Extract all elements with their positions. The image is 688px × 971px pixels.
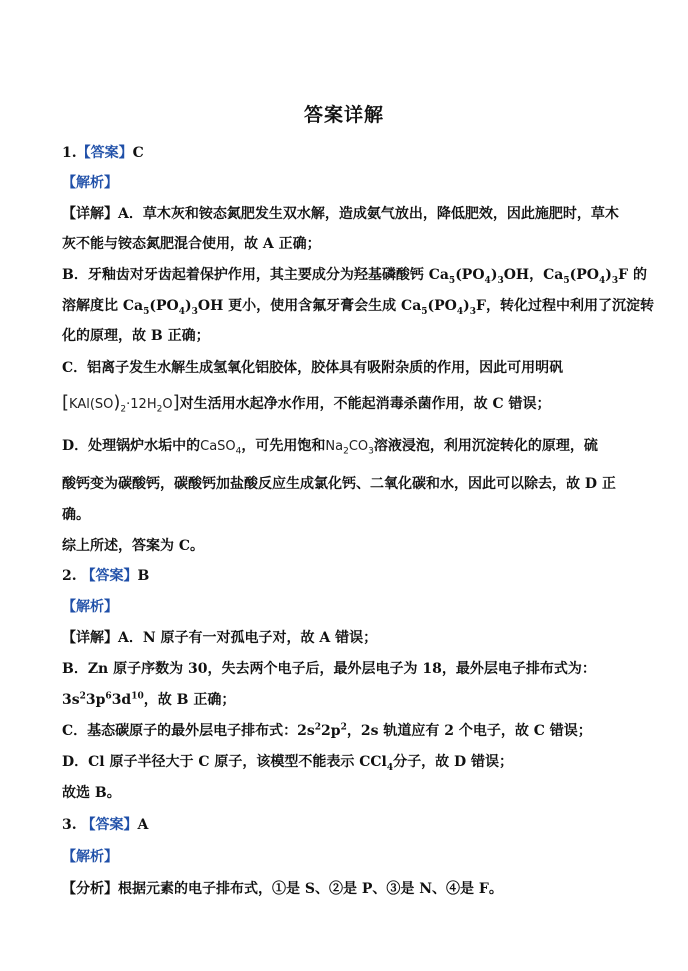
q1-b-line3: 化的原理，故 B 正确； bbox=[62, 328, 210, 344]
q2-a-line: 【详解】A．N 原子有一对孤电子对，故 A 错误； bbox=[62, 630, 378, 646]
q2-analysis-tag: 【解析】 bbox=[62, 599, 118, 615]
q2-c-line: C．基态碳原子的最外层电子排布式：$2s^22p^2$，2s 轨道应有 2 个电子，故 C 错误； bbox=[62, 722, 592, 739]
q2-answer-line bbox=[62, 566, 149, 586]
q1-detail-tag: 【详解】 bbox=[62, 206, 118, 222]
q1-d-line2: 酸钙变为碳酸钙，碳酸钙加盐酸反应生成氯化钙、二氧化碳和水，因此可以除去，故 D 正 bbox=[62, 476, 616, 492]
q3-number: 3. bbox=[62, 817, 77, 833]
q1-answer: C bbox=[132, 145, 144, 161]
caso4-formula: CaSO$_4$ bbox=[200, 439, 242, 457]
q1-c-line2: $[KAl(SO)_2\cdot 12H_2O]$对生活用水起净水作用，不能起消毒杀菌作用，故 C 错误； bbox=[62, 392, 551, 415]
q1-number: 1. bbox=[62, 145, 77, 161]
q2-detail-tag: 【详解】 bbox=[62, 630, 118, 646]
q1-answer-tag: 【答案】 bbox=[76, 145, 133, 161]
q2-b-line1: B．Zn 原子序数为 30，失去两个电子后，最外层电子为 18，最外层电子排布式为： bbox=[62, 661, 596, 677]
alum-formula: $[KAl(SO)_2\cdot 12H_2O]$ bbox=[62, 392, 180, 415]
q3-fenxi-line: 【分析】根据元素的电子排布式，①是 S、②是 P、③是 N、④是 F。 bbox=[62, 881, 503, 897]
q1-d-line1: D．处理锅炉水垢中的CaSO$_4$，可先用饱和$Na_2CO_3$溶液浸泡，利用沉淀转化的原理，硫 bbox=[62, 438, 598, 457]
q1-c-line1: C．铝离子发生水解生成氢氧化铝胶体，胶体具有吸附杂质的作用，因此可用明矾 bbox=[62, 360, 564, 376]
q2-number: 2. bbox=[62, 568, 77, 584]
q3-answer: A bbox=[137, 817, 149, 833]
q1-a-line2: 灰不能与铵态氮肥混合使用，故 A 正确； bbox=[62, 236, 321, 252]
q1-summary: 综上所述，答案为 C。 bbox=[62, 538, 205, 554]
q3-fenxi-tag: 【分析】 bbox=[62, 881, 118, 897]
q1-a-line1: 【详解】A．草木灰和铵态氮肥发生双水解，造成氨气放出，降低肥效，因此施肥时，草木 bbox=[62, 206, 619, 222]
q1-b-line1: B．牙釉齿对牙齿起着保护作用，其主要成分为羟基磷酸钙 $Ca_5(PO_4)_3OH$，$Ca_5(PO_4)_3F$ 的 bbox=[62, 267, 647, 286]
q2-answer: B bbox=[137, 568, 150, 584]
q1-analysis-tag: 【解析】 bbox=[62, 175, 118, 191]
q3-analysis-tag: 【解析】 bbox=[62, 849, 118, 865]
q2-answer-tag: 【答案】 bbox=[81, 568, 138, 584]
q1-d-line3: 确。 bbox=[62, 507, 90, 523]
q1-b-line2: 溶解度比 $Ca_5(PO_4)_3OH$ 更小，使用含氟牙膏会生成 $Ca_5(PO_4)_3F$，转化过程中利用了沉淀转 bbox=[62, 298, 654, 317]
q2-b-line2: $3s^23p^63d^{10}$，故 B 正确； bbox=[62, 691, 236, 708]
q2-conclusion: 故选 B。 bbox=[62, 785, 121, 801]
q3-answer-tag: 【答案】 bbox=[81, 817, 138, 833]
page-title: 答案详解 bbox=[303, 104, 384, 126]
q3-answer-line bbox=[62, 815, 148, 835]
na2co3-formula: $Na_2CO_3$ bbox=[325, 439, 374, 457]
q2-d-line: D．Cl 原子半径大于 C 原子，该模型不能表示 CCl$_4$分子，故 D 错误； bbox=[62, 754, 513, 773]
q1-answer-line bbox=[62, 143, 144, 163]
